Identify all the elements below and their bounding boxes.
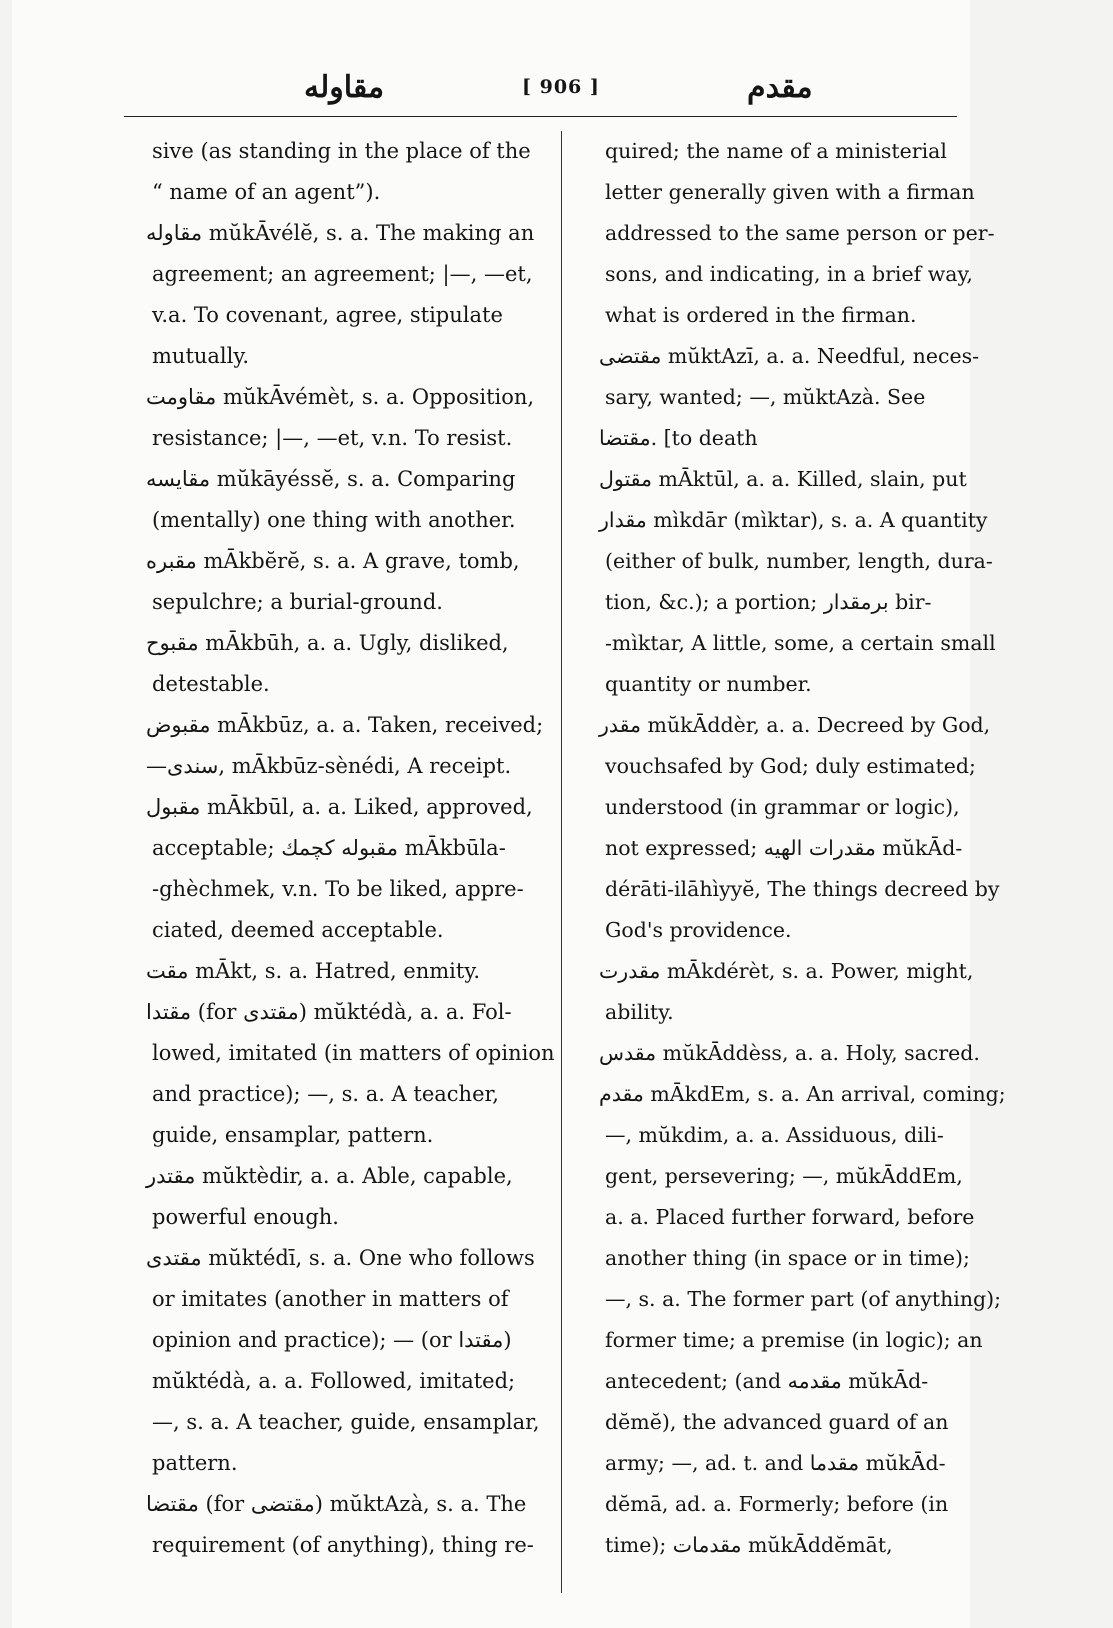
text-line: dérāti-ilāhìyyĕ, The things decreed by (605, 877, 1000, 901)
text-line: time); مقدمات mŭkĀddĕmāt, (605, 1533, 893, 1557)
text-line: dĕmā, ad. a. Formerly; before (in (605, 1492, 949, 1516)
text-line: مقبوض mĀkbūz, a. a. Taken, received; (146, 713, 544, 737)
header-rule (124, 116, 957, 117)
text-line: vouchsafed by God; duly estimated; (605, 754, 976, 778)
left-column (146, 131, 555, 1566)
text-line: مقتضى mŭktAzī, a. a. Needful, neces- (599, 344, 980, 368)
text-line: ciated, deemed acceptable. (152, 918, 444, 942)
text-line: مقدر mŭkĀddèr, a. a. Decreed by God, (599, 713, 991, 737)
text-line: sive (as standing in the place of the (152, 139, 531, 163)
text-line: mŭktédà, a. a. Followed, imitated; (152, 1369, 516, 1393)
text-line: former time; a premise (in logic); an (605, 1328, 983, 1352)
text-line: مقدم mĀkdEm, s. a. An arrival, coming; (599, 1082, 1006, 1106)
text-line: مقدار mìkdār (mìktar), s. a. A quantity (599, 508, 988, 532)
text-line: مقتول mĀktūl, a. a. Killed, slain, put (599, 467, 967, 491)
column-divider (561, 131, 562, 1593)
text-line: agreement; an agreement; |—, —et, (152, 262, 533, 286)
text-line: v.a. To covenant, agree, stipulate (152, 303, 503, 327)
text-line: مقتضا (for مقتضى) mŭktAzà, s. a. The (146, 1492, 527, 1516)
text-line: another thing (in space or in time); (605, 1246, 970, 1270)
text-line: مقت mĀkt, s. a. Hatred, enmity. (146, 959, 481, 983)
text-line: sons, and indicating, in a brief way, (605, 262, 973, 286)
page-header (124, 62, 957, 122)
text-line: “ name of an agent”). (152, 180, 381, 204)
text-line: army; —, ad. t. and مقدما mŭkĀd- (605, 1451, 946, 1475)
text-line: sary, wanted; —, mŭktAzà. See (605, 385, 926, 409)
text-line: quired; the name of a ministerial (605, 139, 947, 163)
text-line: mutually. (152, 344, 250, 368)
text-line: (either of bulk, number, length, dura- (605, 549, 993, 573)
text-line: —, s. a. A teacher, guide, ensamplar, (152, 1410, 540, 1434)
text-line: antecedent; (and مقدمه mŭkĀd- (605, 1369, 929, 1393)
text-line: pattern. (152, 1451, 238, 1475)
text-line: and practice); —, s. a. A teacher, (152, 1082, 499, 1106)
text-line: —, mŭkdim, a. a. Assiduous, dili- (605, 1123, 944, 1147)
right-running-headword: مقدم (747, 70, 813, 105)
text-line: مقبوح mĀkbūh, a. a. Ugly, disliked, (146, 631, 509, 655)
text-line: guide, ensamplar, pattern. (152, 1123, 434, 1147)
text-line: letter generally given with a firman (605, 180, 975, 204)
text-line: quantity or number. (605, 672, 812, 696)
text-line: detestable. (152, 672, 270, 696)
text-line: sepulchre; a burial-ground. (152, 590, 443, 614)
text-line: مقبول mĀkbūl, a. a. Liked, approved, (146, 795, 533, 819)
text-line: not expressed; مقدرات الهيه mŭkĀd- (605, 836, 963, 860)
text-line: gent, persevering; —, mŭkĀddEm, (605, 1164, 963, 1188)
text-line: ability. (605, 1000, 674, 1024)
text-line: tion, &c.); a portion; برمقدار bir- (605, 590, 932, 614)
text-line: مقتدى mŭktédī, s. a. One who follows (146, 1246, 535, 1270)
text-line: مقايسه mŭkāyéssĕ, s. a. Comparing (146, 467, 516, 491)
text-line: مقاوله mŭkĀvélĕ, s. a. The making an (146, 221, 535, 245)
text-line: understood (in grammar or logic), (605, 795, 960, 819)
text-line: مقاومت mŭkĀvémèt, s. a. Opposition, (146, 385, 535, 409)
text-line: -mìktar, A little, some, a certain small (605, 631, 996, 655)
text-line: —, s. a. The former part (of anything); (605, 1287, 1002, 1311)
text-line: requirement (of anything), thing re- (152, 1533, 534, 1557)
text-line: acceptable; مقبوله كچمك mĀkbūla- (152, 836, 506, 860)
text-line: God's providence. (605, 918, 792, 942)
text-line: مقبره mĀkbĕrĕ, s. a. A grave, tomb, (146, 549, 520, 573)
text-line: مقدس mŭkĀddèss, a. a. Holy, sacred. (599, 1041, 980, 1065)
text-line: —سندى, mĀkbūz-sènédi, A receipt. (146, 754, 512, 778)
text-line: (mentally) one thing with another. (152, 508, 516, 532)
text-line: powerful enough. (152, 1205, 339, 1229)
text-line: lowed, imitated (in matters of opinion (152, 1041, 555, 1065)
page-number: [ 906 ] (522, 76, 600, 98)
text-line: addressed to the same person or per- (605, 221, 995, 245)
text-line: -ghèchmek, v.n. To be liked, appre- (152, 877, 524, 901)
text-line: or imitates (another in matters of (152, 1287, 509, 1311)
text-line: what is ordered in the firman. (605, 303, 917, 327)
text-line: مقتضا. [to death (599, 426, 758, 450)
text-line: مقتدر mŭktèdir, a. a. Able, capable, (146, 1164, 513, 1188)
text-line: resistance; |—, —et, v.n. To resist. (152, 426, 513, 450)
right-column (599, 131, 1006, 1566)
left-running-headword: مقاوله (304, 70, 385, 105)
text-line: a. a. Placed further forward, before (605, 1205, 975, 1229)
text-line: مقتدا (for مقتدى) mŭktédà, a. a. Fol- (146, 1000, 512, 1024)
text-line: opinion and practice); — (or مقتدا) (152, 1328, 512, 1352)
text-line: dĕmĕ), the advanced guard of an (605, 1410, 949, 1434)
text-line: مقدرت mĀkdérèt, s. a. Power, might, (599, 959, 974, 983)
